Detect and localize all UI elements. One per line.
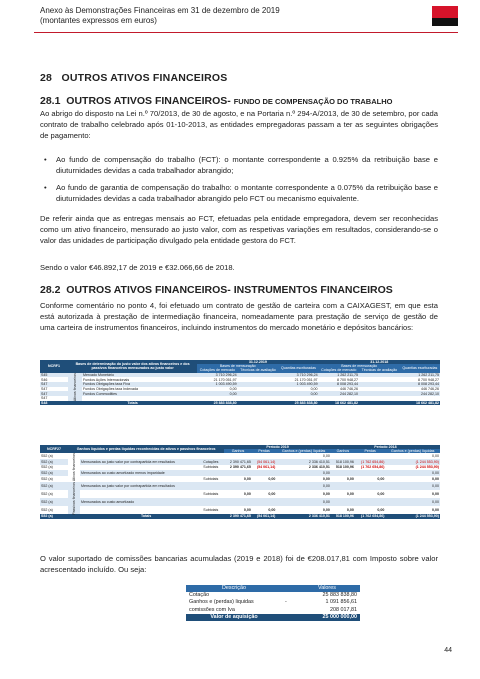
t2-sub: Cotações <box>203 459 219 464</box>
t2-cell: (1 762 654,86) <box>361 514 385 519</box>
t2-cell <box>355 498 386 506</box>
acquisition-summary-table <box>186 585 360 621</box>
summary-label: Cotação <box>189 592 210 599</box>
table-row <box>40 482 440 490</box>
subsection-2-title <box>40 284 393 296</box>
t1-cell: 1 003 490,59 <box>215 382 237 387</box>
subsection-1-title-text: OUTROS ATIVOS FINANCEIROS- <box>66 95 231 107</box>
t2-cell: 0,00 <box>432 470 439 475</box>
t2-cell: (1 762 654,86) <box>361 459 385 464</box>
t1-total-label: Totais <box>127 400 138 405</box>
t2-desc: Mensurados ao justo valor por contrapartida em resultados <box>81 483 175 488</box>
t2-cell: 0,00 <box>243 508 251 513</box>
t2-cell: 0,00 <box>346 508 354 513</box>
summary-label: Ganhos e (perdas) liquidas <box>189 599 254 606</box>
t1-cell: 0,00 <box>229 391 237 396</box>
t2-cell: 2 336 410,51 <box>308 514 330 519</box>
t1-cell: 25 883 838,80 <box>294 400 318 405</box>
summary-foot-label: Valor de aquisição <box>186 614 282 621</box>
t2-sub: Subtotais <box>203 465 219 470</box>
t1-code: S47 <box>41 382 48 387</box>
t2-cell: 0,00 <box>432 483 439 488</box>
t1-cell: 1 262 211,75 <box>418 372 439 377</box>
t1-qty-2018: Quantias escrituradas <box>400 364 440 372</box>
t2-perdas-2018: Perdas <box>355 449 386 453</box>
t2-ganhos-2019: Ganhos <box>224 449 252 453</box>
t2-code: S52 (a) <box>41 459 53 464</box>
t2-cell: 0,00 <box>432 476 439 481</box>
page-number: 44 <box>444 647 452 654</box>
t2-cell: 0,00 <box>377 491 385 496</box>
t2-cell <box>331 498 355 506</box>
t2-cell: 0,00 <box>432 508 439 513</box>
t2-code: S52 (a) <box>41 470 53 475</box>
t1-cell: 446 746,26 <box>421 386 439 391</box>
t1-code: S46 <box>41 377 48 382</box>
table-total-row <box>40 401 440 405</box>
t1-cell: 8 700 948,27 <box>336 377 358 382</box>
t2-cell: 518 100,96 <box>335 465 354 470</box>
summary-head-values: Valores <box>294 585 360 592</box>
t2-cell: 518 100,96 <box>335 514 354 519</box>
table-row <box>186 607 360 614</box>
t1-qty-2019: Quantias escrituradas <box>278 364 318 372</box>
t2-cell: 0,00 <box>377 476 385 481</box>
t2-code: S52 (a) <box>41 508 53 513</box>
t2-desc: Mensurados ao custo amortizado menos imparidade <box>81 470 165 475</box>
t2-cell: (1 244 553,90) <box>415 459 439 464</box>
t1-cell: 244 282,10 <box>421 391 439 396</box>
t2-ganhos-2018: Ganhos <box>331 449 355 453</box>
t2-gp-2019: Ganhos e (perdas) líquidas <box>276 449 331 453</box>
t2-cell: 0,00 <box>432 454 439 459</box>
t2-cell: 0,00 <box>322 483 330 488</box>
t1-cell: 3 710 296,24 <box>296 372 318 377</box>
t2-cell <box>252 498 277 506</box>
t2-cell: 0,00 <box>268 491 276 496</box>
t1-cell: 0,00 <box>310 386 318 391</box>
t2-group-assets: Ativos financeiros <box>71 453 76 482</box>
table-row <box>40 506 440 514</box>
t1-desc: Fundos Ações Internacionais <box>83 377 130 382</box>
t1-cell: 18 662 481,82 <box>416 400 439 405</box>
t2-cell: 0,00 <box>432 499 439 504</box>
t1-col-desc: Bases de determinação do justo valor dos ativos financeiros e dos passivos financeiros mensurados ao justo valor <box>68 360 197 373</box>
t2-cell: 0,00 <box>322 476 330 481</box>
t1-cell: 1 003 490,59 <box>296 382 318 387</box>
summary-value: 208 017,81 <box>330 606 357 613</box>
header-divider <box>34 32 458 33</box>
subsection-1-title <box>40 95 392 107</box>
t1-cell: 446 746,26 <box>339 386 358 391</box>
t2-cell: 2 336 410,51 <box>308 465 330 470</box>
t2-cell: 0,00 <box>377 508 385 513</box>
t2-code: S52 (a) <box>41 514 53 519</box>
paragraph-commissions: O valor suportado de comissões bancarias acumuladas (2019 e 2018) foi de €208.017,81 com Imposto sobre valor acrescentado incluído. Ou seja: <box>40 554 438 574</box>
t2-group-liabilities: Passivos financeiros <box>71 481 76 515</box>
t2-cell: (54 061,14) <box>256 514 276 519</box>
fair-value-table <box>40 360 440 405</box>
t1-code: S47 <box>41 396 48 401</box>
t1-bases-2019: Bases de mensuração <box>197 364 278 368</box>
t2-total-label: Totais <box>140 514 152 519</box>
t2-cell: 0,00 <box>322 491 330 496</box>
t1-code: S47 <box>41 391 48 396</box>
subsection-2-number: 28.2 <box>40 284 61 296</box>
t2-desc <box>80 490 202 498</box>
bullet-fct: • Ao fundo de compensação do trabalho (FCT): o montante correspondente a 0.925% da retribuição base e diuturnidades devidas a cada trabalhador abrangido; <box>56 154 438 176</box>
t1-cot-2019: Cotações de mercado <box>197 368 237 372</box>
t2-cell: 2 390 471,65 <box>229 459 251 464</box>
t1-cell: 8 008 293,44 <box>418 382 439 387</box>
summary-foot-value: 25 000 000,00 <box>294 614 360 621</box>
t2-cell: 2 390 471,65 <box>229 465 251 470</box>
paragraph-fct-recognition: De referir ainda que as entregas mensais ao FCT, efetuadas pela entidade empregadora, devem ser reconhecidas como um ativo financeiro, mensurado ao justo valor, com as respetivas variações em resultados, considerando-se o valor das unidades de participação divulgado pela entidade gestora do FCT. <box>40 214 438 245</box>
t2-code: S52 (a) <box>41 454 53 459</box>
summary-sign: - <box>285 599 287 606</box>
paragraph-fct-intro: Ao abrigo do disposto na Lei n.º 70/2013, de 30 de agosto, e na Portaria n.º 294-A/2013, de 30 de setembro, por cada contrato de trabalho celebrado após 01-10-2013, as entidades empregadoras passam a ter as seguintes obrigações de pagamento: <box>40 109 438 140</box>
table-row <box>186 592 360 599</box>
t2-cell <box>224 498 252 506</box>
t2-cell: 0,00 <box>346 491 354 496</box>
t2-code: S52 (a) <box>41 465 53 470</box>
t2-sub <box>202 498 224 506</box>
t2-cell: 0,00 <box>268 476 276 481</box>
table-total-row <box>40 514 440 518</box>
section-title <box>40 72 227 84</box>
table-row <box>186 599 360 606</box>
t1-desc: Mercado Monetário <box>83 372 114 377</box>
t1-cell: 18 662 481,82 <box>334 400 358 405</box>
summary-sign <box>282 592 294 599</box>
t2-cell: (1 762 654,86) <box>361 465 385 470</box>
t2-cell: 0,00 <box>243 491 251 496</box>
t2-code: S52 (a) <box>41 476 53 481</box>
t2-period-2018: Período 2018 <box>331 445 440 449</box>
t2-sub: Subtotais <box>203 508 219 513</box>
t2-cell <box>224 482 252 490</box>
t1-code: S48 <box>41 400 48 405</box>
t2-cell: 0,00 <box>268 508 276 513</box>
t2-cell: 0,00 <box>243 476 251 481</box>
t2-cell <box>331 482 355 490</box>
t1-bases-2018: Bases de mensuração <box>319 364 400 368</box>
table-row <box>40 490 440 498</box>
t2-cell: 0,00 <box>322 454 330 459</box>
t2-period-2019: Período 2019 <box>224 445 331 449</box>
paragraph-fct-values: Sendo o valor €46.892,17 de 2019 e €32.066,66 de 2018. <box>40 263 235 272</box>
t2-sub: Subtotais <box>203 476 219 481</box>
t2-cell: 0,00 <box>322 508 330 513</box>
page-header <box>40 6 420 26</box>
t1-cell: 21 170 051,97 <box>294 377 318 382</box>
t2-cell: 0,00 <box>322 470 330 475</box>
t2-cell: (54 061,14) <box>256 465 276 470</box>
t1-group-label: Ativos financeiros <box>72 372 77 401</box>
t2-sub <box>202 482 224 490</box>
t2-gp-2018: Ganhos e (perdas) líquidas <box>385 449 440 453</box>
t1-cell <box>359 401 400 405</box>
t2-desc: Mensurados ao custo amortizado <box>81 499 135 504</box>
header-line2: (montantes expressos em euros) <box>40 16 157 25</box>
t2-cell <box>355 482 386 490</box>
company-logo <box>432 6 458 26</box>
table-row <box>40 459 440 465</box>
subsection-1-subtitle: FUNDO DE COMPENSAÇÃO DO TRABALHO <box>233 97 393 106</box>
gains-losses-table <box>40 445 440 519</box>
t1-cell: 8 700 948,27 <box>418 377 439 382</box>
table-row <box>40 498 440 506</box>
header-line1: Anexo às Demonstrações Financeiras em 31 de dezembro de 2019 <box>40 6 280 15</box>
t2-cell: (1 244 553,90) <box>415 465 439 470</box>
t2-desc <box>80 506 202 514</box>
t1-cell: 244 282,10 <box>339 391 358 396</box>
t2-cell: 2 336 410,51 <box>308 459 330 464</box>
t1-code: S45 <box>41 372 48 377</box>
t2-cell: 518 100,96 <box>335 459 354 464</box>
section-title-text: OUTROS ATIVOS FINANCEIROS <box>61 72 228 84</box>
t1-cell: 3 710 296,24 <box>215 372 237 377</box>
t1-desc: Fundos Obrigações taxa Indexada <box>83 386 138 391</box>
t1-cell: 8 008 293,44 <box>336 382 358 387</box>
t2-code: S52 (a) <box>41 491 53 496</box>
t1-desc: Fundos Obrigações taxa Fixa <box>83 382 130 387</box>
paragraph-caixagest: Conforme comentário no ponto 4, foi efetuado um contrato de gestão de carteira com a CAIXAGEST, em que esta está autorizada à prestação de intermediação financeira, nomeadamente para prestação de serviço de gestão de uma carteira de instrumentos financeiros, incluindo instrumentos do mercado monetário e depósitos bancários: <box>40 301 438 332</box>
t2-code: S52 (a) <box>41 483 53 488</box>
summary-value: 1 091 856,61 <box>325 599 357 606</box>
t2-cell: 0,00 <box>322 499 330 504</box>
summary-head-desc: Descrição <box>186 585 282 592</box>
t2-perdas-2019: Perdas <box>252 449 277 453</box>
t1-cell <box>238 401 279 405</box>
t2-sub: Subtotais <box>203 491 219 496</box>
section-number: 28 <box>40 72 53 84</box>
t2-cell <box>252 482 277 490</box>
t1-cell: 0,00 <box>229 386 237 391</box>
t1-desc: Fundos Commodities <box>83 391 117 396</box>
t2-cell: 0,00 <box>346 476 354 481</box>
t2-code: S52 (a) <box>41 499 53 504</box>
t2-cell: 0,00 <box>432 491 439 496</box>
t1-cot-2018: Cotações de mercado <box>319 368 359 372</box>
summary-value: 25 883 838,80 <box>322 592 357 599</box>
bullet-fgct: • Ao fundo de garantia de compensação do trabalho: o montante correspondente a 0.075% da retribuição base e diuturnidades devidas a cada trabalhador abrangido pelo FCT ou mecanismo equivalente. <box>56 182 438 204</box>
t1-col-ncrf: NCRF1 <box>40 360 68 373</box>
t2-cell: 2 390 471,65 <box>229 514 251 519</box>
subsection-2-title-text: OUTROS ATIVOS FINANCEIROS- INSTRUMENTOS FINANCEIROS <box>66 284 393 296</box>
t1-cell: 1 262 211,75 <box>337 372 358 377</box>
t2-col-desc: Ganhos líquidos e perdas líquidas reconhecidas de ativos e passivos financeiros <box>68 445 224 453</box>
t2-col-ncrf: NCRF27 <box>40 445 68 453</box>
t1-period-2019: 31.12.2019 <box>197 360 318 364</box>
t2-cell: (54 061,14) <box>256 459 276 464</box>
t1-tec-2018: Técnicas de avaliação <box>359 368 400 372</box>
t1-cell: 25 883 838,80 <box>213 400 237 405</box>
t1-cell: 0,00 <box>310 391 318 396</box>
t1-cell: 21 170 051,97 <box>213 377 237 382</box>
t2-desc: Mensurados ao justo valor por contrapartida em resultados <box>81 459 175 464</box>
t1-code: S47 <box>41 386 48 391</box>
t2-cell: (1 244 553,90) <box>415 514 439 519</box>
subsection-1-number: 28.1 <box>40 95 61 107</box>
summary-sign <box>282 607 294 614</box>
summary-label: comissões com Iva <box>189 606 235 613</box>
t1-tec-2019: Técnicas de avaliação <box>238 368 279 372</box>
t1-period-2018: 31.12.2018 <box>319 360 440 364</box>
